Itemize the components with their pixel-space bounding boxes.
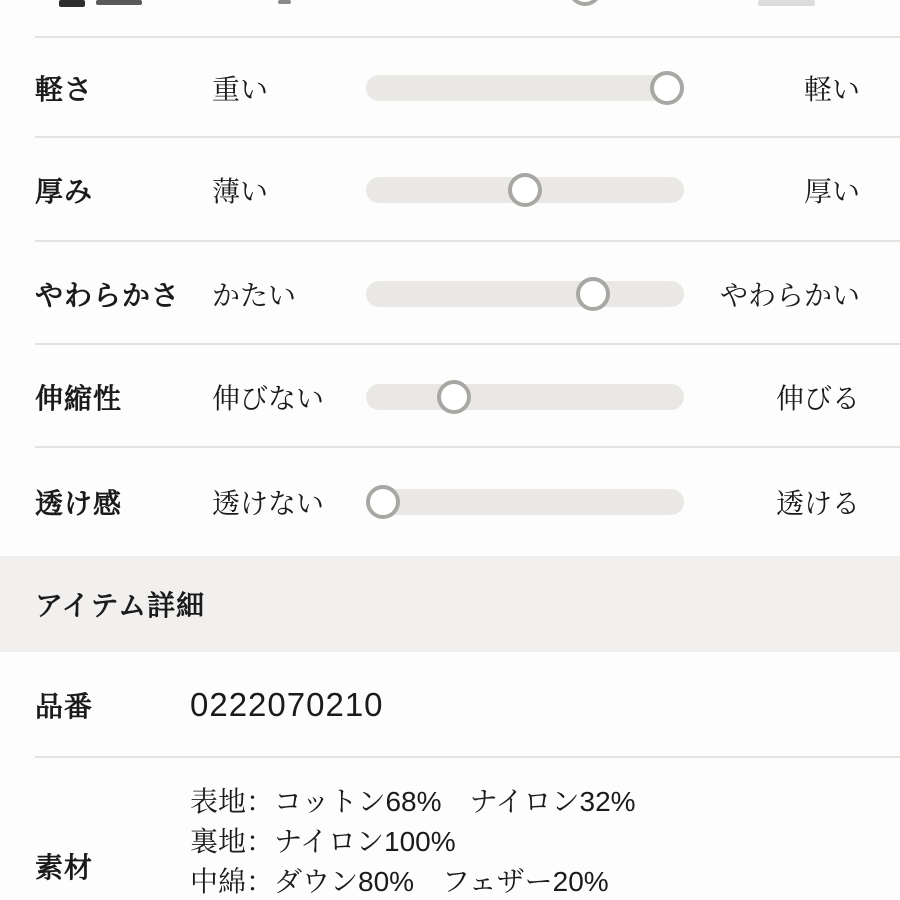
slider-min-label: かたい: [212, 279, 297, 311]
slider-max-label: 伸びる: [775, 382, 860, 414]
clipped-text-fragment: [278, 0, 291, 4]
slider-track: [366, 489, 684, 515]
clipped-text-fragment: [758, 0, 815, 6]
slider-min-label: 透けない: [212, 488, 325, 519]
clipped-text-fragment: [96, 0, 142, 5]
slider-knob: [366, 485, 400, 519]
clipped-text-fragment: [59, 0, 85, 7]
product-number-label: 品番: [35, 691, 94, 722]
partial-slider-row: [0, 0, 900, 38]
slider-knob: [437, 380, 471, 414]
slider-knob: [568, 0, 602, 6]
attribute-label: やわらかさ: [35, 279, 181, 311]
slider-knob: [508, 173, 542, 207]
section-title: アイテム詳細: [35, 590, 206, 621]
slider-min-label: 重い: [212, 74, 269, 105]
slider-row: [0, 242, 900, 345]
slider-knob: [650, 71, 684, 105]
detail-row-product-number: [0, 652, 900, 758]
slider-max-label: 透ける: [775, 488, 860, 519]
slider-row: [0, 138, 900, 242]
detail-row-material: [0, 758, 900, 900]
material-value: [190, 782, 636, 900]
slider-track: [366, 75, 684, 101]
slider-max-label: 厚い: [803, 176, 860, 207]
item-details-section: [0, 652, 900, 900]
slider-track: [366, 281, 684, 307]
slider-max-label: やわらかい: [719, 279, 860, 311]
material-label: 素材: [35, 852, 94, 883]
product-number-value: 0222070210: [190, 686, 384, 723]
slider-track: [366, 384, 684, 410]
material-line: 裏地：ナイロン100%: [190, 826, 456, 857]
material-line: 表地：コットン68% ナイロン32%: [190, 786, 636, 817]
attribute-label: 伸縮性: [35, 382, 123, 414]
attribute-label: 透け感: [35, 488, 123, 519]
slider-knob: [576, 277, 610, 311]
item-details-header: [0, 556, 900, 652]
slider-row: [0, 345, 900, 448]
slider-row: [0, 38, 900, 138]
material-line: 中綿：ダウン80% フェザー20%: [190, 866, 609, 897]
slider-track: [366, 177, 684, 203]
slider-max-label: 軽い: [803, 74, 860, 105]
slider-min-label: 伸びない: [212, 382, 325, 414]
slider-rows-container: [0, 38, 900, 556]
slider-min-label: 薄い: [212, 176, 269, 207]
attribute-label: 厚み: [35, 176, 94, 207]
slider-row: [0, 448, 900, 556]
attribute-label: 軽さ: [35, 74, 94, 105]
